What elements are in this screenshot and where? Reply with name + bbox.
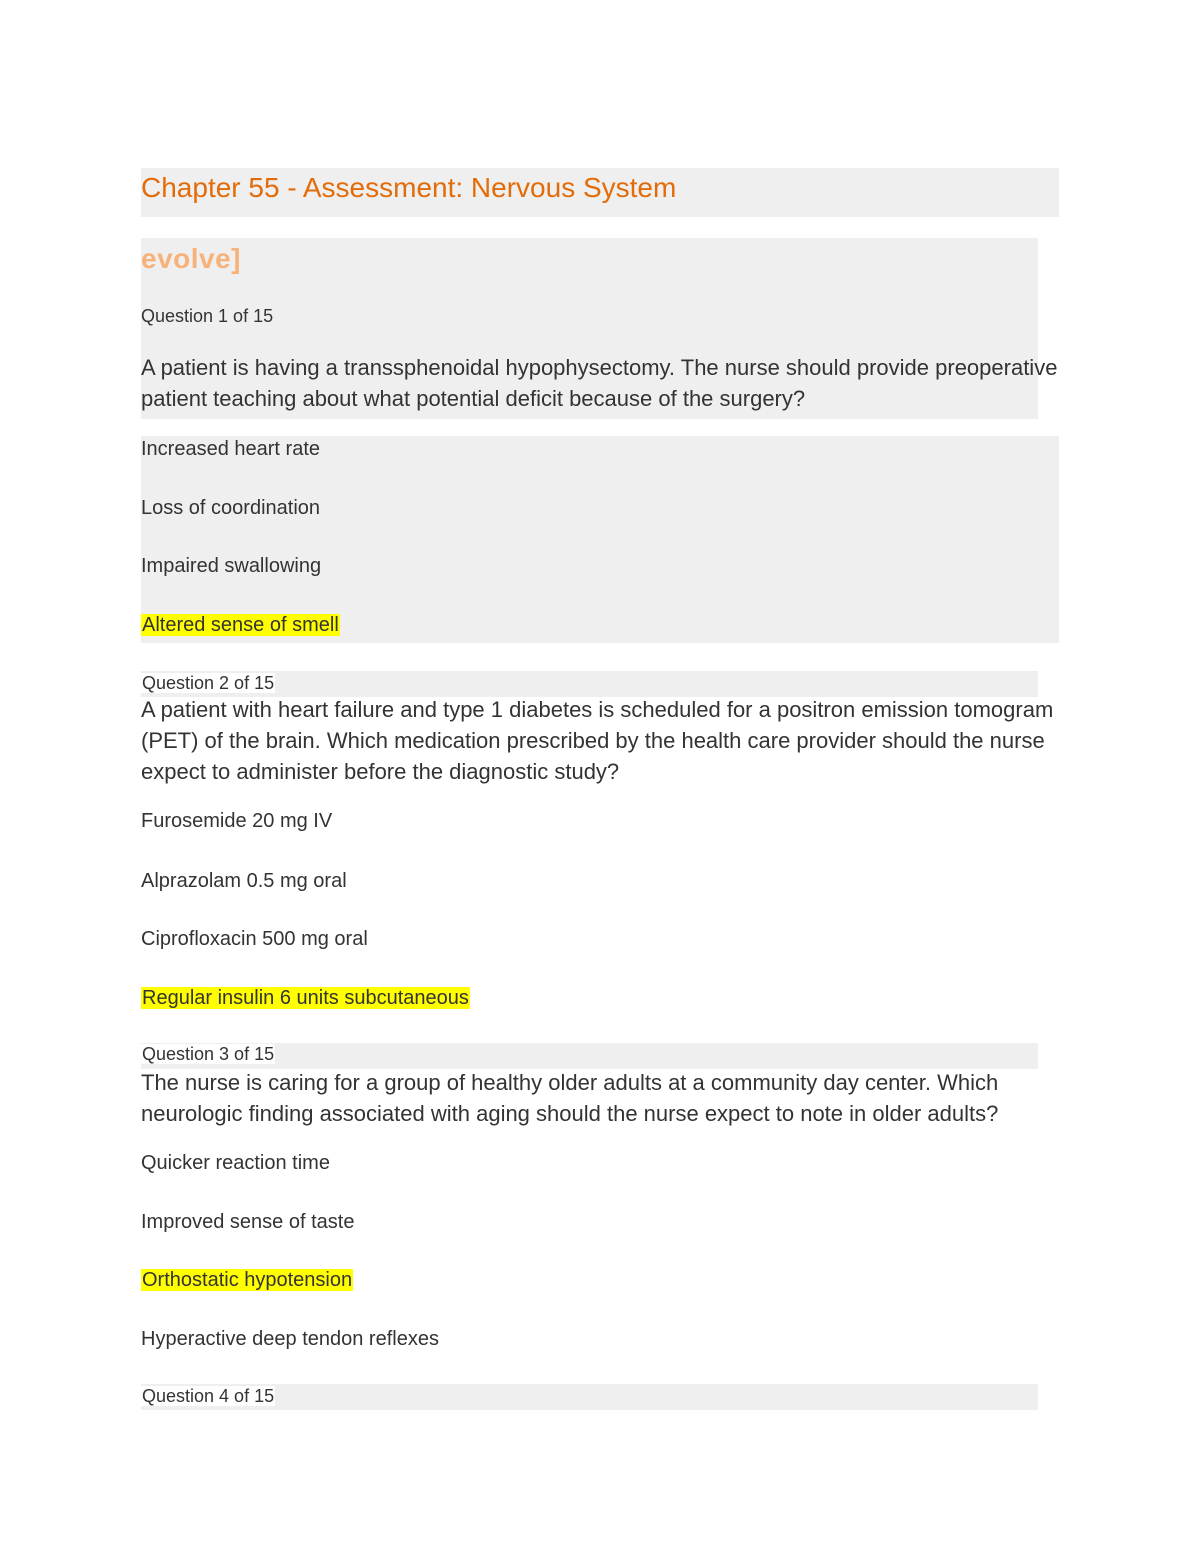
answer-option[interactable]: Furosemide 20 mg IV bbox=[141, 810, 333, 832]
question-number-label: Question 4 of 15 bbox=[142, 1386, 275, 1406]
answer-option[interactable]: Increased heart rate bbox=[141, 438, 320, 460]
question-number bbox=[141, 672, 275, 694]
question-number bbox=[141, 1043, 275, 1065]
correct-answer-highlight: Regular insulin 6 units subcutaneous bbox=[142, 987, 469, 1009]
answer-option-correct[interactable] bbox=[141, 1267, 353, 1293]
question-number: Question 1 of 15 bbox=[141, 306, 274, 326]
question-number-label: Question 2 of 15 bbox=[142, 673, 275, 693]
answer-option[interactable]: Loss of coordination bbox=[141, 497, 321, 519]
answer-option[interactable]: Impaired swallowing bbox=[141, 555, 322, 577]
question-number-label: Question 3 of 15 bbox=[142, 1044, 275, 1064]
answer-option[interactable]: Alprazolam 0.5 mg oral bbox=[141, 870, 347, 892]
answer-option-correct[interactable] bbox=[141, 612, 340, 638]
question-number bbox=[141, 1385, 275, 1407]
answer-option[interactable]: Improved sense of taste bbox=[141, 1211, 355, 1233]
answer-option[interactable]: Ciprofloxacin 500 mg oral bbox=[141, 928, 368, 950]
question-text: The nurse is caring for a group of healthy older adults at a community day center. Which neurologic finding associated with aging should the nurse expect to note in older adults? bbox=[141, 1070, 999, 1126]
question-4-number-band bbox=[141, 1384, 1038, 1410]
question-3-number-band bbox=[141, 1043, 1038, 1069]
page-title: Chapter 55 - Assessment: Nervous System bbox=[141, 172, 677, 203]
correct-answer-highlight: Orthostatic hypotension bbox=[142, 1269, 353, 1291]
answer-option[interactable]: Quicker reaction time bbox=[141, 1152, 330, 1174]
question-text: A patient is having a transsphenoidal hypophysectomy. The nurse should provide preoperative patient teaching about what potential deficit because of the surgery? bbox=[141, 355, 1058, 411]
correct-answer-highlight: Altered sense of smell bbox=[142, 614, 339, 636]
answer-option-correct[interactable] bbox=[141, 985, 470, 1011]
answer-option[interactable]: Hyperactive deep tendon reflexes bbox=[141, 1328, 439, 1350]
question-text: A patient with heart failure and type 1 diabetes is scheduled for a positron emission tomogram (PET) of the brain. Which medication prescribed by the health care provider should the nurse expect to administer before the diagnostic study? bbox=[141, 697, 1054, 784]
evolve-logo: evolve] bbox=[141, 243, 241, 274]
